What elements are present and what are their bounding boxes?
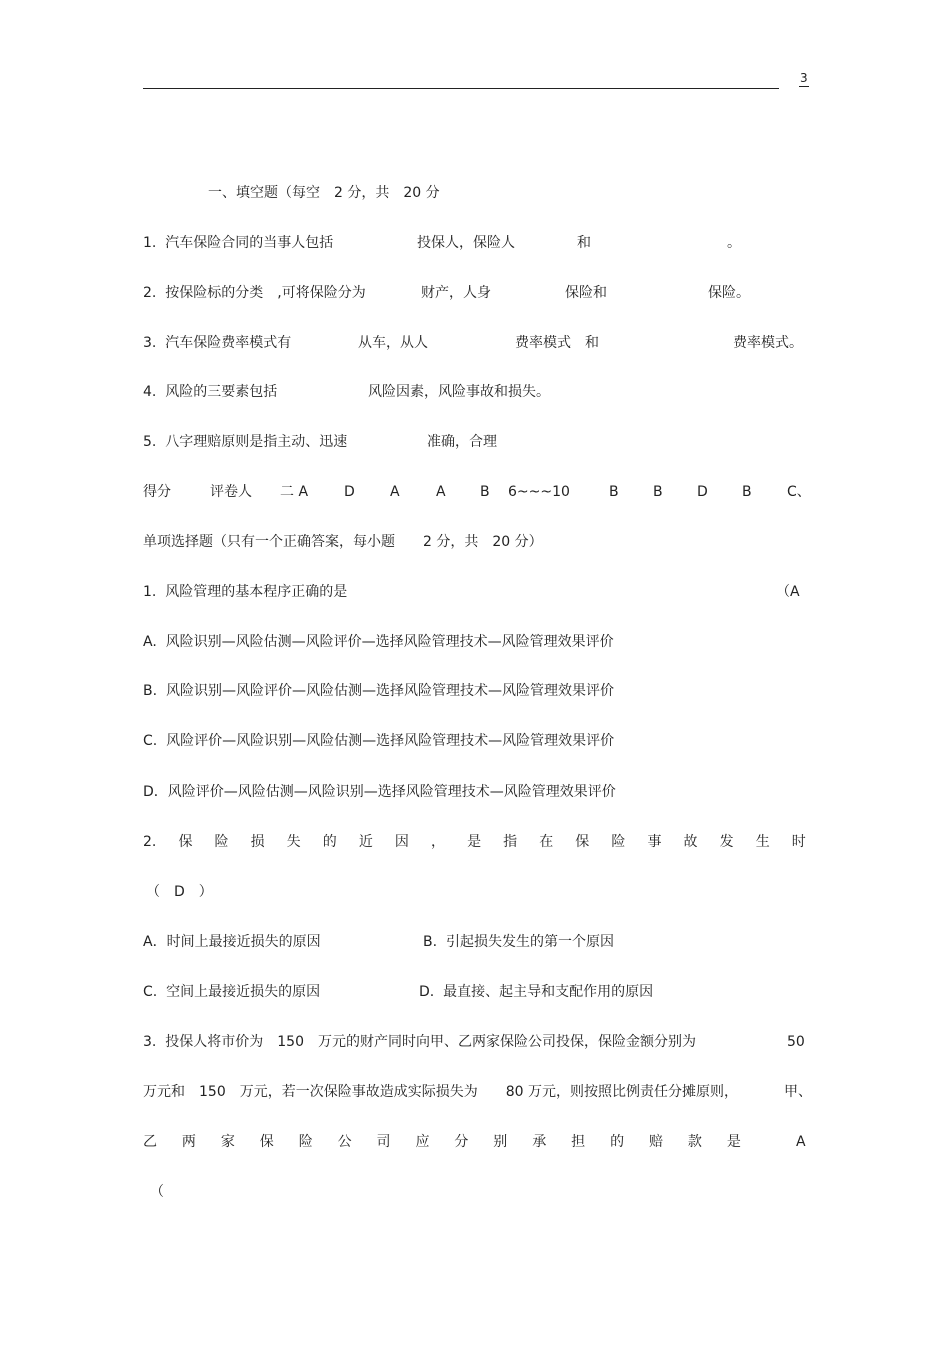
header-rule [143,88,779,89]
answer-text: 风险因素，风险事故和损失。 [368,384,550,400]
stem-char: 应 [415,1134,430,1150]
stem-char: 保 [575,834,590,850]
question-stem: 万元和 150 万元，若一次保险事故造成实际损失为 80 万元，则按照比例责任分摊原则， [143,1084,738,1100]
option-d: D．风险评价—风险估测—风险识别—选择风险管理技术—风险管理效果评价 [143,784,616,800]
stem-char: 分 [454,1134,469,1150]
option-b: B. 引起损失发生的第一个原因 [423,934,614,950]
option-c: C. 风险评价—风险识别—风险估测—选择风险管理技术—风险管理效果评价 [143,733,615,749]
score-label: 得分 [143,484,171,500]
answer-item: B [480,484,490,500]
question-stem: 3. 投保人将市价为 150 万元的财产同时向甲、乙两家保险公司投保，保险金额分别为 [143,1034,696,1050]
answer-item: A [390,484,400,500]
option-c: C. 空间上最接近损失的原因 [143,984,321,1000]
page-number: 3 [800,71,808,85]
stem-char: 在 [539,834,554,850]
grader-label: 评卷人 [210,484,252,500]
stem-char: 故 [683,834,698,850]
stem-char: 险 [298,1134,313,1150]
stem-char: 险 [214,834,229,850]
answer-item: D [697,484,708,500]
answer-item: D [344,484,355,500]
answer-text: 投保人，保险人 [417,235,515,251]
answer-text: 财产，人身 [421,285,491,301]
question-stem: 1. 风险管理的基本程序正确的是 [143,584,348,600]
question-text: 和 [577,235,591,251]
stem-char: 近 [358,834,373,850]
stem-char: 司 [376,1134,391,1150]
stem-char: 两 [181,1134,196,1150]
section1-title: 一、填空题（每空 2 分，共 20 分 [208,185,440,201]
answer-text: A [796,1134,806,1150]
answer-item: 二 A [280,484,309,500]
stem-char: 指 [503,834,518,850]
option-a: A. 风险识别—风险估测—风险评价—选择风险管理技术—风险管理效果评价 [143,634,614,650]
answer-text: 从车，从人 [358,335,428,351]
stem-char: 损 [250,834,265,850]
stem-char: 的 [610,1134,625,1150]
stem-char: 乙 [143,1134,157,1150]
answer-item: A [436,484,446,500]
question-text: 2. 按保险标的分类 ,可将保险分为 [143,285,366,301]
question-text: 保险。 [708,285,750,301]
stem-char: 2. [143,834,157,850]
question-text: 费率模式 和 [515,335,599,351]
stem-char: ， [430,834,445,850]
stem-char: 时 [791,834,806,850]
stem-char: 别 [493,1134,508,1150]
answer-text: 准确，合理 [427,434,497,450]
stem-char: 担 [571,1134,586,1150]
question-stem [143,1133,741,1151]
stem-char: 险 [611,834,626,850]
stem-char: 的 [322,834,337,850]
stem-char: 失 [286,834,301,850]
stem-char: 因 [394,834,409,850]
question-stem: （ [150,1184,164,1200]
stem-char: 发 [719,834,734,850]
stem-char: 公 [337,1134,352,1150]
section2-title: 单项选择题（只有一个正确答案，每小题 2 分，共 20 分） [143,534,543,550]
question-stem [143,833,806,851]
answer-item: C、 [787,484,811,500]
option-b: B. 风险识别—风险评价—风险估测—选择风险管理技术—风险管理效果评价 [143,683,614,699]
stem-char: 承 [532,1134,547,1150]
option-d: D. 最直接、起主导和支配作用的原因 [419,984,654,1000]
answer-text: （A [776,584,800,600]
answer-item: B [609,484,619,500]
answer-item: B [742,484,752,500]
stem-char: 赔 [648,1134,663,1150]
question-text: 5. 八字理赔原则是指主动、迅速 [143,434,348,450]
answer-text: （ D ） [146,884,213,900]
stem-char: 款 [687,1134,702,1150]
stem-char: 生 [755,834,770,850]
stem-char: 保 [178,834,193,850]
stem-char: 家 [220,1134,235,1150]
question-stem: 甲、 [784,1084,812,1100]
question-text: 3. 汽车保险费率模式有 [143,335,292,351]
stem-char: 是 [726,1134,741,1150]
question-text: 保险和 [565,285,607,301]
answer-item: 6~~~10 [508,484,570,500]
answer-item: B [653,484,663,500]
question-text: 4. 风险的三要素包括 [143,384,278,400]
option-a: A．时间上最接近损失的原因 [143,934,321,950]
stem-char: 是 [467,834,482,850]
stem-char: 事 [647,834,662,850]
question-stem: 50 [787,1034,805,1050]
question-text: 费率模式。 [733,335,803,351]
stem-char: 保 [259,1134,274,1150]
question-text: 。 [727,235,741,251]
question-text: 1. 汽车保险合同的当事人包括 [143,235,334,251]
